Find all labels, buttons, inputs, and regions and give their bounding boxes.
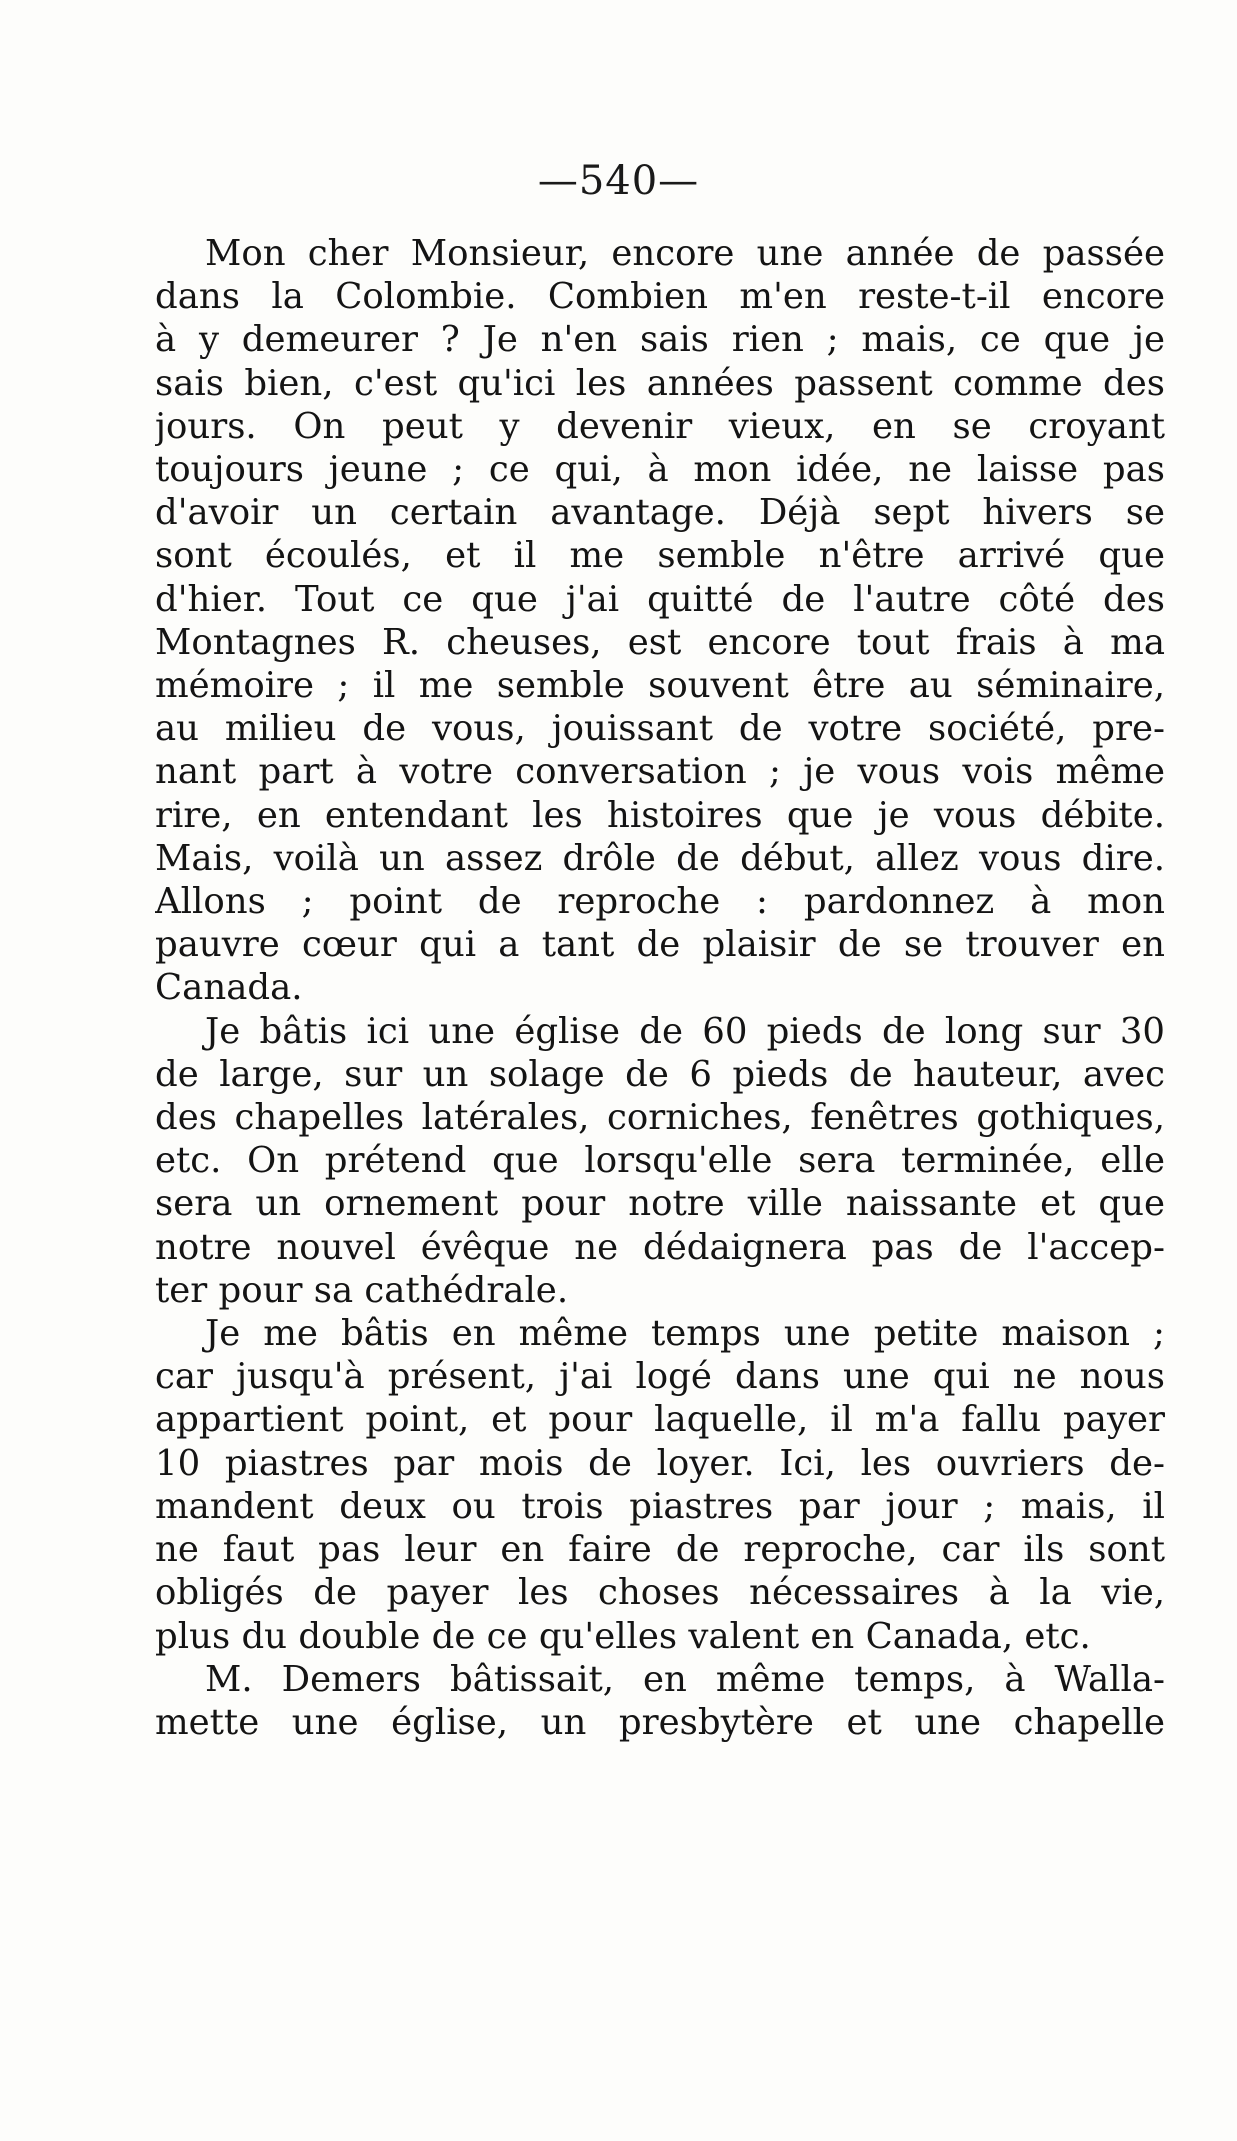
text-line: obligés de payer les choses nécessaires à la vie, [155,1572,1165,1614]
text-line: notre nouvel évêque ne dédaignera pas de l'accep- [155,1226,1165,1268]
text-line: Montagnes R. cheuses, est encore tout frais à ma [155,621,1165,663]
text-line: au milieu de vous, jouissant de votre société, pre- [155,708,1165,750]
text-line: pauvre cœur qui a tant de plaisir de se trouver en [155,924,1165,966]
text-line: Allons ; point de reproche : pardonnez à mon [155,881,1165,923]
text-line: de large, sur un solage de 6 pieds de hauteur, avec [155,1053,1165,1095]
text-line: d'avoir un certain avantage. Déjà sept hivers se [155,492,1165,534]
text-line: Canada. [155,967,303,1009]
page-number: —540— [537,158,700,204]
text-line: ter pour sa cathédrale. [155,1269,569,1311]
paragraph-demers [155,1658,1165,1744]
text-line: toujours jeune ; ce qui, à mon idée, ne laisse pas [155,449,1165,491]
text-line: sera un ornement pour notre ville naissante et que [155,1183,1165,1225]
text-line: etc. On prétend que lorsqu'elle sera terminée, elle [155,1140,1165,1182]
paragraph-church [155,1010,1165,1312]
text-line: plus du double de ce qu'elles valent en Canada, etc. [155,1615,1091,1657]
text-line: car jusqu'à présent, j'ai logé dans une qui ne nous [155,1356,1165,1398]
text-line: d'hier. Tout ce que j'ai quitté de l'autre côté des [155,578,1165,620]
text-line: 10 piastres par mois de loyer. Ici, les ouvriers de- [155,1442,1165,1484]
text-line: Mais, voilà un assez drôle de début, allez vous dire. [155,837,1165,879]
text-line: des chapelles latérales, corniches, fenêtres gothiques, [155,1097,1165,1139]
text-line: Mon cher Monsieur, encore une année de passée [205,233,1165,274]
text-line: sont écoulés, et il me semble n'être arrivé que [155,535,1165,577]
text-line: dans la Colombie. Combien m'en reste-t-il encore [155,276,1165,318]
text-line: mette une église, un presbytère et une chapelle [155,1701,1165,1743]
text-line: mandent deux ou trois piastres par jour ; mais, il [155,1485,1165,1527]
text-line: mémoire ; il me semble souvent être au séminaire, [155,665,1165,707]
text-line: ne faut pas leur en faire de reproche, car ils sont [155,1529,1165,1571]
text-line: M. Demers bâtissait, en même temps, à Walla- [205,1658,1165,1700]
text-line: à y demeurer ? Je n'en sais rien ; mais, ce que je [155,319,1165,361]
text-line: appartient point, et pour laquelle, il m'a fallu payer [155,1399,1165,1441]
text-line: Je me bâtis en même temps une petite maison ; [205,1313,1165,1355]
paragraph-house [155,1312,1165,1658]
text-line: nant part à votre conversation ; je vous vois même [155,751,1165,793]
text-line: rire, en entendant les histoires que je vous débite. [155,794,1165,836]
paragraph-letter-opening [155,232,1165,1010]
text-line: jours. On peut y devenir vieux, en se croyant [155,405,1165,447]
text-line: sais bien, c'est qu'ici les années passent comme des [155,362,1165,404]
body-text [155,232,1165,1744]
text-line: Je bâtis ici une église de 60 pieds de long sur 30 [205,1010,1165,1052]
